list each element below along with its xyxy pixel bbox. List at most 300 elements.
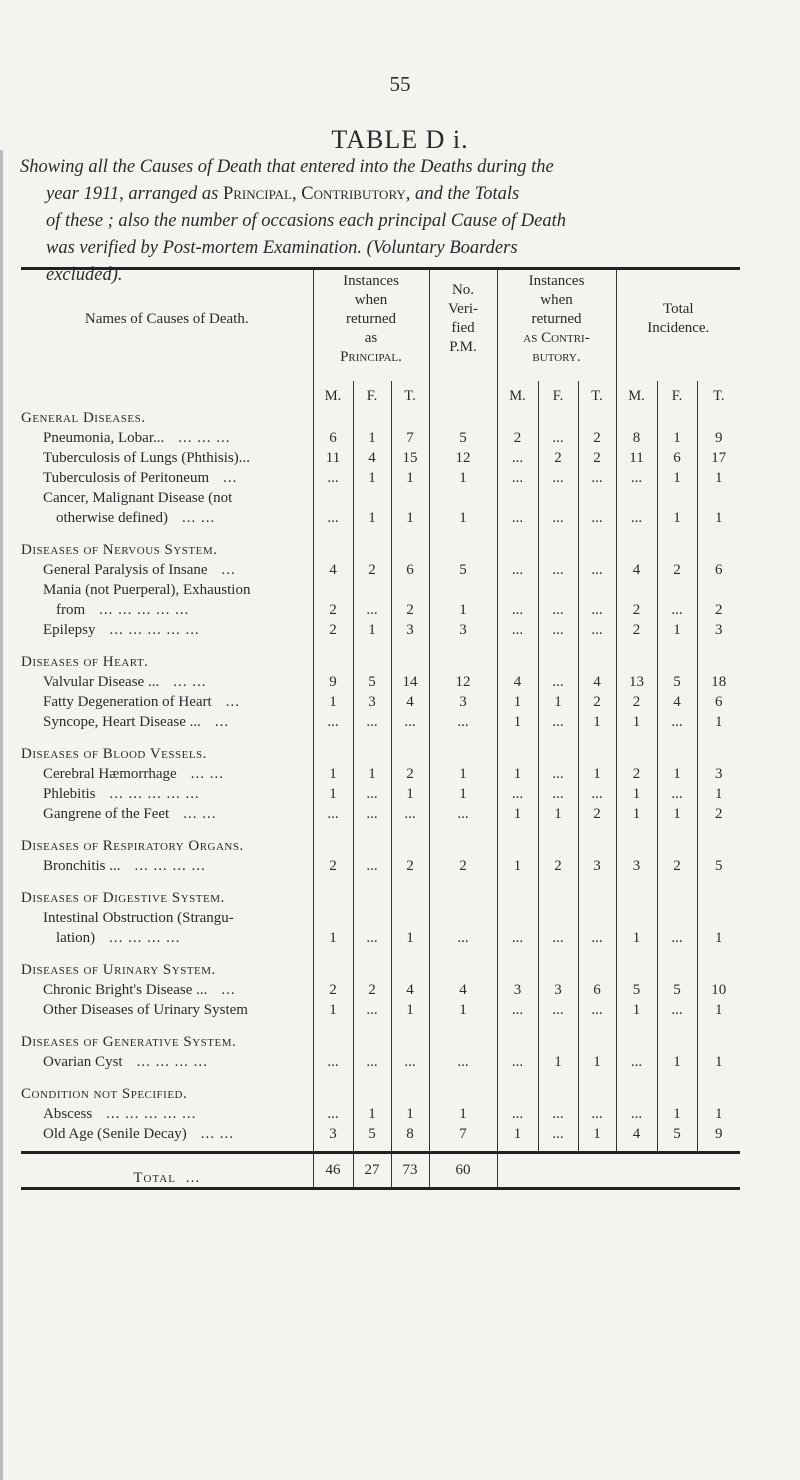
spacer bbox=[657, 1019, 697, 1029]
caption-line-4: was verified by Post-mortem Examination. (Voluntary Boarders bbox=[46, 238, 518, 258]
cause-name: Other Diseases of Urinary System bbox=[43, 1001, 248, 1018]
value-cell: 4 bbox=[578, 671, 616, 691]
caption-line-2-pre: year 1911, arranged as bbox=[46, 184, 219, 204]
leader-dots: ... ... ... ... bbox=[134, 857, 206, 874]
total-value: 60 bbox=[429, 1153, 497, 1189]
empty-cell bbox=[429, 579, 497, 599]
cause-name: Epilepsy bbox=[43, 621, 96, 638]
column-header-m: M. bbox=[616, 381, 657, 405]
value-cell: 2 bbox=[616, 763, 657, 783]
spacer bbox=[313, 875, 353, 885]
empty-cell bbox=[313, 833, 353, 855]
h-verified-line: Veri- bbox=[448, 301, 478, 318]
value-cell: ... bbox=[497, 447, 538, 467]
empty-cell bbox=[697, 487, 740, 507]
value-cell: 1 bbox=[538, 691, 578, 711]
value-cell: 1 bbox=[497, 1123, 538, 1143]
spacer bbox=[21, 639, 313, 649]
total-blank bbox=[497, 1153, 740, 1189]
value-cell: 2 bbox=[353, 559, 391, 579]
value-cell: ... bbox=[538, 999, 578, 1019]
value-cell: 1 bbox=[429, 783, 497, 803]
caption-line-2-smallcaps: Principal, Contributory, bbox=[222, 184, 411, 204]
section-title: Diseases of Digestive System. bbox=[21, 885, 313, 907]
value-cell: ... bbox=[657, 927, 697, 947]
spacer bbox=[578, 527, 616, 537]
spacer bbox=[429, 639, 497, 649]
empty-cell bbox=[657, 833, 697, 855]
value-cell: ... bbox=[538, 559, 578, 579]
empty-cell bbox=[578, 957, 616, 979]
value-cell: 1 bbox=[657, 619, 697, 639]
table-body bbox=[21, 381, 740, 1189]
value-cell: ... bbox=[391, 711, 429, 731]
value-cell: ... bbox=[497, 999, 538, 1019]
empty-cell bbox=[578, 579, 616, 599]
empty-cell bbox=[353, 649, 391, 671]
h-principal-line: as bbox=[364, 329, 378, 346]
value-cell: 1 bbox=[578, 1123, 616, 1143]
empty-cell bbox=[538, 405, 578, 427]
value-cell: ... bbox=[578, 559, 616, 579]
caption-line-5: excluded). bbox=[46, 265, 123, 285]
empty-cell bbox=[657, 885, 697, 907]
value-cell: 5 bbox=[657, 1123, 697, 1143]
empty-cell bbox=[578, 537, 616, 559]
value-cell: 2 bbox=[497, 427, 538, 447]
value-cell: 1 bbox=[497, 803, 538, 823]
leader-dots: ... ... bbox=[190, 765, 224, 782]
empty-cell bbox=[616, 1081, 657, 1103]
value-cell: 1 bbox=[715, 713, 723, 730]
table-title: TABLE D i. bbox=[331, 125, 469, 154]
spacer bbox=[616, 1143, 657, 1153]
value-cell: 3 bbox=[538, 979, 578, 999]
value-cell: ... bbox=[429, 1051, 497, 1071]
value-cell: 5 bbox=[353, 671, 391, 691]
empty-cell bbox=[616, 741, 657, 763]
spacer bbox=[657, 527, 697, 537]
value-cell: 1 bbox=[657, 803, 697, 823]
h-principal-line: Principal. bbox=[340, 348, 402, 365]
value-cell: 1 bbox=[616, 783, 657, 803]
empty-cell bbox=[538, 833, 578, 855]
spacer bbox=[616, 875, 657, 885]
empty-cell bbox=[391, 885, 429, 907]
empty-cell bbox=[497, 907, 538, 927]
spacer bbox=[616, 1071, 657, 1081]
value-cell: 1 bbox=[715, 1001, 723, 1018]
empty-cell bbox=[497, 649, 538, 671]
empty-cell bbox=[578, 487, 616, 507]
h-verified-line: P.M. bbox=[449, 339, 477, 356]
value-cell: 2 bbox=[353, 979, 391, 999]
empty-cell bbox=[538, 1081, 578, 1103]
spacer bbox=[313, 1019, 353, 1029]
value-cell: 11 bbox=[313, 447, 353, 467]
value-cell: ... bbox=[429, 927, 497, 947]
cause-name: Chronic Bright's Disease ... bbox=[43, 981, 208, 998]
header-verified bbox=[429, 269, 497, 369]
caption-line-2-post: and the Totals bbox=[415, 184, 520, 204]
cause-label bbox=[21, 711, 313, 731]
value-cell: 17 bbox=[711, 449, 727, 466]
value-cell: ... bbox=[657, 711, 697, 731]
spacer bbox=[616, 1019, 657, 1029]
spacer bbox=[429, 731, 497, 741]
spacer bbox=[429, 1071, 497, 1081]
spacer bbox=[578, 875, 616, 885]
spacer bbox=[497, 947, 538, 957]
spacer bbox=[616, 947, 657, 957]
value-cell: 1 bbox=[538, 803, 578, 823]
spacer bbox=[497, 527, 538, 537]
value-cell: 1 bbox=[616, 999, 657, 1019]
value-cell: 2 bbox=[313, 599, 353, 619]
section-title: Diseases of Heart. bbox=[21, 649, 313, 671]
spacer bbox=[313, 1071, 353, 1081]
value-cell: 1 bbox=[313, 691, 353, 711]
column-header-t: T. bbox=[713, 387, 725, 404]
value-cell: ... bbox=[578, 783, 616, 803]
value-cell: ... bbox=[578, 507, 616, 527]
value-cell: 4 bbox=[616, 1123, 657, 1143]
cause-label bbox=[21, 691, 313, 711]
empty-cell bbox=[353, 907, 391, 927]
value-cell: 6 bbox=[391, 559, 429, 579]
empty-cell bbox=[353, 741, 391, 763]
empty-cell bbox=[697, 1029, 740, 1051]
h-principal-line: when bbox=[354, 291, 388, 308]
leader-dots: ... ... ... ... bbox=[136, 1053, 208, 1070]
verified-blank bbox=[429, 381, 497, 405]
empty-cell bbox=[616, 907, 657, 927]
value-cell: ... bbox=[538, 599, 578, 619]
value-cell: 1 bbox=[391, 927, 429, 947]
cause-name: General Paralysis of Insane bbox=[43, 561, 208, 578]
empty-cell bbox=[697, 405, 740, 427]
spacer bbox=[657, 1071, 697, 1081]
cause-label bbox=[21, 559, 313, 579]
empty-cell bbox=[578, 405, 616, 427]
spacer bbox=[21, 875, 313, 885]
empty-cell bbox=[697, 833, 740, 855]
empty-cell bbox=[353, 405, 391, 427]
empty-cell bbox=[391, 1081, 429, 1103]
section-title: Condition not Specified. bbox=[21, 1081, 313, 1103]
value-cell: ... bbox=[497, 927, 538, 947]
spacer bbox=[497, 1019, 538, 1029]
column-header-f: F. bbox=[353, 381, 391, 405]
empty-cell bbox=[391, 487, 429, 507]
leader-dots: ... bbox=[214, 713, 230, 730]
value-cell: 1 bbox=[616, 927, 657, 947]
header-contributory bbox=[497, 269, 616, 369]
spacer bbox=[391, 823, 429, 833]
spacer bbox=[697, 731, 740, 741]
spacer bbox=[657, 947, 697, 957]
value-cell: ... bbox=[578, 619, 616, 639]
spacer bbox=[538, 947, 578, 957]
value-cell: ... bbox=[353, 711, 391, 731]
value-cell: ... bbox=[538, 427, 578, 447]
value-cell: 5 bbox=[429, 559, 497, 579]
value-cell: 2 bbox=[578, 427, 616, 447]
cause-name: Syncope, Heart Disease ... bbox=[43, 713, 201, 730]
cause-name: Abscess bbox=[43, 1105, 93, 1122]
value-cell: 6 bbox=[715, 561, 723, 578]
empty-cell bbox=[429, 487, 497, 507]
total-value: 46 bbox=[313, 1153, 353, 1189]
spacer bbox=[391, 527, 429, 537]
value-cell: ... bbox=[578, 467, 616, 487]
table-header bbox=[21, 269, 740, 381]
value-cell: 13 bbox=[616, 671, 657, 691]
empty-cell bbox=[697, 537, 740, 559]
spacer bbox=[391, 947, 429, 957]
cause-label bbox=[21, 979, 313, 999]
value-cell: ... bbox=[391, 803, 429, 823]
empty-cell bbox=[353, 537, 391, 559]
cause-name: Mania (not Puerperal), Exhaustion bbox=[21, 579, 313, 599]
value-cell: 1 bbox=[616, 711, 657, 731]
value-cell: 1 bbox=[657, 1103, 697, 1123]
empty-cell bbox=[616, 833, 657, 855]
value-cell: 1 bbox=[391, 999, 429, 1019]
cause-label bbox=[21, 619, 313, 639]
spacer bbox=[578, 823, 616, 833]
cause-name: Cancer, Malignant Disease (not bbox=[21, 487, 313, 507]
value-cell: 1 bbox=[578, 763, 616, 783]
cause-name: Phlebitis bbox=[43, 785, 96, 802]
value-cell: ... bbox=[313, 467, 353, 487]
value-cell: ... bbox=[497, 1051, 538, 1071]
cause-label bbox=[21, 599, 313, 619]
spacer bbox=[21, 1143, 313, 1153]
value-cell: ... bbox=[616, 507, 657, 527]
cause-name: Pneumonia, Lobar... bbox=[43, 429, 165, 446]
empty-cell bbox=[657, 487, 697, 507]
value-cell: 3 bbox=[616, 855, 657, 875]
spacer bbox=[391, 875, 429, 885]
section-title: General Diseases. bbox=[21, 405, 313, 427]
value-cell: 1 bbox=[313, 783, 353, 803]
value-cell: ... bbox=[538, 711, 578, 731]
empty-cell bbox=[429, 833, 497, 855]
empty-cell bbox=[538, 907, 578, 927]
leader-dots: ... bbox=[225, 693, 240, 710]
leader-dots: ... bbox=[221, 561, 236, 578]
value-cell: 1 bbox=[657, 467, 697, 487]
cause-label bbox=[21, 671, 313, 691]
empty-cell bbox=[538, 579, 578, 599]
cause-label bbox=[21, 855, 313, 875]
spacer bbox=[497, 1071, 538, 1081]
cause-label bbox=[21, 427, 313, 447]
section-title: Diseases of Generative System. bbox=[21, 1029, 313, 1051]
value-cell: 1 bbox=[353, 763, 391, 783]
cause-name: Old Age (Senile Decay) bbox=[43, 1125, 187, 1142]
value-cell: 11 bbox=[616, 447, 657, 467]
empty-cell bbox=[353, 957, 391, 979]
value-cell: 2 bbox=[391, 855, 429, 875]
value-cell: ... bbox=[313, 803, 353, 823]
value-cell: ... bbox=[497, 467, 538, 487]
value-cell: ... bbox=[616, 1103, 657, 1123]
caption-line-3: of these ; also the number of occasions each principal Cause of Death bbox=[46, 211, 566, 231]
value-cell: 2 bbox=[313, 979, 353, 999]
value-cell: 5 bbox=[715, 857, 723, 874]
cause-name: Gangrene of the Feet bbox=[43, 805, 170, 822]
empty-cell bbox=[429, 405, 497, 427]
value-cell: 2 bbox=[538, 447, 578, 467]
empty-cell bbox=[616, 1029, 657, 1051]
empty-cell bbox=[616, 405, 657, 427]
value-cell: 1 bbox=[497, 855, 538, 875]
spacer bbox=[657, 731, 697, 741]
spacer bbox=[391, 639, 429, 649]
leader-dots: ... ... ... bbox=[178, 429, 231, 446]
spacer bbox=[391, 1143, 429, 1153]
cause-name-continued: otherwise defined) bbox=[56, 509, 169, 526]
spacer bbox=[391, 1019, 429, 1029]
value-cell: 7 bbox=[429, 1123, 497, 1143]
empty-cell bbox=[429, 537, 497, 559]
cause-name: Fatty Degeneration of Heart bbox=[43, 693, 212, 710]
value-cell: ... bbox=[497, 507, 538, 527]
value-cell: 2 bbox=[578, 691, 616, 711]
value-cell: ... bbox=[578, 1103, 616, 1123]
spacer bbox=[391, 731, 429, 741]
empty-cell bbox=[578, 1081, 616, 1103]
empty-cell bbox=[429, 1029, 497, 1051]
empty-cell bbox=[538, 957, 578, 979]
spacer bbox=[538, 1071, 578, 1081]
value-cell: ... bbox=[538, 467, 578, 487]
value-cell: 1 bbox=[429, 763, 497, 783]
spacer bbox=[313, 1143, 353, 1153]
value-cell: 1 bbox=[391, 783, 429, 803]
value-cell: ... bbox=[313, 1051, 353, 1071]
spacer bbox=[429, 527, 497, 537]
spacer bbox=[21, 1019, 313, 1029]
empty-cell bbox=[697, 649, 740, 671]
value-cell: 5 bbox=[657, 979, 697, 999]
value-cell: ... bbox=[578, 999, 616, 1019]
empty-cell bbox=[353, 1029, 391, 1051]
empty-cell bbox=[616, 579, 657, 599]
value-cell: ... bbox=[353, 783, 391, 803]
value-cell: ... bbox=[538, 619, 578, 639]
value-cell: 1 bbox=[391, 1103, 429, 1123]
value-cell: ... bbox=[657, 783, 697, 803]
h-contrib-line: butory. bbox=[532, 348, 581, 365]
cause-label bbox=[21, 803, 313, 823]
header-total bbox=[616, 269, 740, 369]
spacer bbox=[429, 1143, 497, 1153]
empty-cell bbox=[353, 1081, 391, 1103]
empty-cell bbox=[538, 741, 578, 763]
cause-name: Intestinal Obstruction (Strangu- bbox=[21, 907, 313, 927]
cause-name: Ovarian Cyst bbox=[43, 1053, 123, 1070]
spacer bbox=[497, 823, 538, 833]
empty-cell bbox=[353, 487, 391, 507]
h-verified-line: No. bbox=[451, 282, 475, 299]
value-cell: 4 bbox=[429, 979, 497, 999]
value-cell: 8 bbox=[616, 427, 657, 447]
page-edge bbox=[0, 150, 3, 1480]
value-cell: 1 bbox=[353, 427, 391, 447]
value-cell: ... bbox=[313, 507, 353, 527]
value-cell: 1 bbox=[497, 711, 538, 731]
page-number: 55 bbox=[389, 72, 411, 96]
spacer bbox=[697, 823, 740, 833]
spacer bbox=[21, 823, 313, 833]
value-cell: 1 bbox=[657, 763, 697, 783]
value-cell: 1 bbox=[715, 1053, 723, 1070]
value-cell: 7 bbox=[391, 427, 429, 447]
empty-cell bbox=[391, 579, 429, 599]
value-cell: ... bbox=[497, 599, 538, 619]
empty-cell bbox=[429, 907, 497, 927]
value-cell: 1 bbox=[313, 927, 353, 947]
value-cell: ... bbox=[538, 927, 578, 947]
spacer bbox=[429, 823, 497, 833]
empty-cell bbox=[313, 405, 353, 427]
column-header-f: F. bbox=[657, 381, 697, 405]
spacer bbox=[616, 823, 657, 833]
cause-name: Valvular Disease ... bbox=[43, 673, 160, 690]
empty-cell bbox=[538, 487, 578, 507]
value-cell: 1 bbox=[353, 507, 391, 527]
value-cell: 1 bbox=[497, 763, 538, 783]
value-cell: ... bbox=[353, 855, 391, 875]
spacer bbox=[538, 1143, 578, 1153]
h-principal-line: Instances bbox=[343, 272, 399, 289]
value-cell: ... bbox=[353, 803, 391, 823]
empty-cell bbox=[313, 1081, 353, 1103]
value-cell: ... bbox=[313, 1103, 353, 1123]
spacer bbox=[21, 947, 313, 957]
value-cell: 9 bbox=[715, 1125, 723, 1142]
spacer bbox=[429, 947, 497, 957]
leader-dots: ... ... ... ... bbox=[109, 929, 181, 946]
empty-cell bbox=[578, 1029, 616, 1051]
value-cell: 4 bbox=[353, 447, 391, 467]
value-cell: 4 bbox=[391, 979, 429, 999]
spacer bbox=[657, 639, 697, 649]
value-cell: 2 bbox=[715, 805, 723, 822]
value-cell: 1 bbox=[313, 763, 353, 783]
value-cell: 1 bbox=[538, 1051, 578, 1071]
spacer bbox=[353, 527, 391, 537]
value-cell: 12 bbox=[429, 671, 497, 691]
value-cell: 1 bbox=[715, 1105, 723, 1122]
cause-label bbox=[21, 447, 313, 467]
value-cell: 3 bbox=[313, 1123, 353, 1143]
value-cell: 2 bbox=[616, 691, 657, 711]
spacer bbox=[313, 823, 353, 833]
empty-cell bbox=[578, 907, 616, 927]
value-cell: 1 bbox=[715, 469, 723, 486]
empty-cell bbox=[497, 885, 538, 907]
spacer bbox=[578, 731, 616, 741]
leader-dots: ... ... ... ... ... bbox=[99, 601, 190, 618]
empty-cell bbox=[657, 957, 697, 979]
value-cell: ... bbox=[578, 927, 616, 947]
empty-cell bbox=[391, 833, 429, 855]
cause-label bbox=[21, 1051, 313, 1071]
